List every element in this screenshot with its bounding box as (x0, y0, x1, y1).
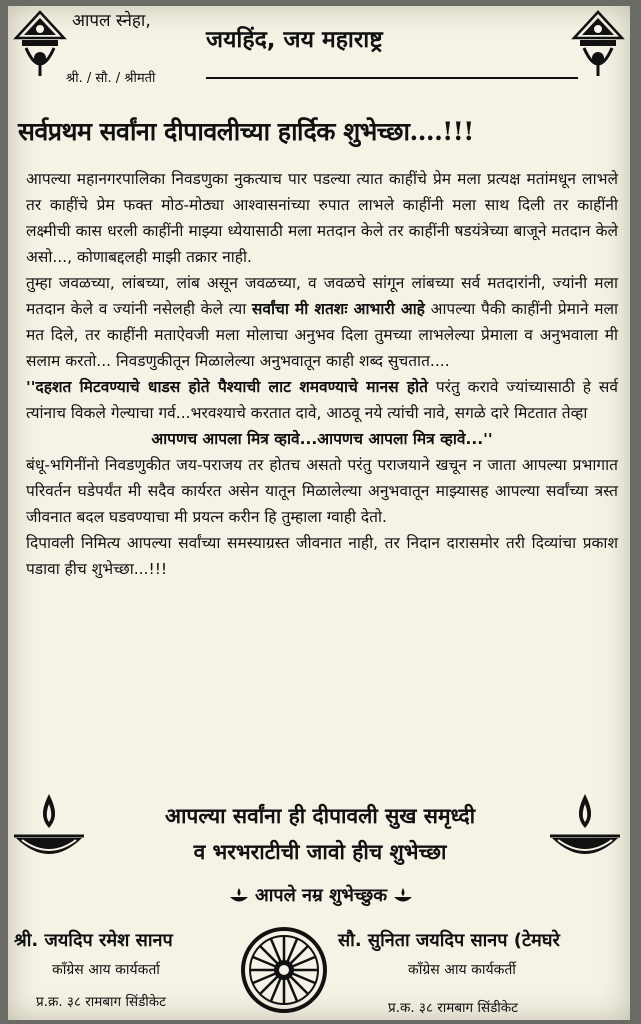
honorific-label: श्री. / सौ. / श्रीमती (66, 71, 156, 86)
paragraph-4: दिपावली निमित्य आपल्या सर्वांच्या समस्याग्रस्त जीवनात नाही, तर निदान दारासमोर तरी दिव्यांचा प्रकाश पडावा हीच शुभेच्छा...!!! (26, 534, 618, 578)
signatory-1-role: कॉंग्रेस आय कार्यकर्ता (52, 962, 160, 978)
quote-center-line: आपणच आपला मित्र व्हावे...आपणच आपला मित्र व्हावे...'' (151, 430, 493, 448)
letter-body (26, 166, 618, 582)
slogan: जयहिंद, जय महाराष्ट्र (206, 27, 383, 53)
temple-ornament-icon (12, 10, 68, 80)
temple-ornament-icon (570, 10, 626, 80)
diya-lamp-icon (548, 790, 622, 868)
headline: सर्वप्रथम सर्वांना दीपावलीच्या हार्दिक शुभेच्छा....!!! (18, 117, 474, 146)
wish-line-2: व भरभराटीची जावो हीच शुभेच्छा (193, 839, 447, 864)
signatory-2-name: सौ. सुनिता जयदिप सानप (टेमघरे (338, 930, 560, 951)
signatory-1-ward: प्र.क्र. ३८ रामबाग सिंडीकेट (36, 994, 166, 1010)
small-diya-icon (393, 888, 413, 904)
thanks-phrase: सर्वांचा मी शतशः आभारी आहे (251, 300, 425, 318)
quote-bold: ''दहशत मिटवण्याचे धाडस होते पैश्याची लाट शमवण्याचे मानस होते (26, 378, 428, 396)
closing-text: आपले नम्र शुभेच्छुक (254, 885, 388, 906)
small-diya-icon (229, 888, 249, 904)
greeting-text: आपल स्नेहा, (72, 11, 151, 31)
diya-lamp-icon (12, 790, 86, 868)
signatory-2-role: कॉंग्रेस आय कार्यकर्ती (408, 962, 516, 978)
paragraph-2 (26, 270, 618, 374)
quote-paragraph (26, 374, 618, 426)
paragraph-1: आपल्या महानगरपालिका निवडणुका नुकत्याच पार पडल्या त्यात काहींचे प्रेम मला प्रत्यक्ष मतांमधून लाभले तर काहींचे प्रेम फक्त मोठ-मोठ्या आश्वासनांच्या रुपात लाभले काहींनी मला साथ दिली तर काहींनी लक्ष्मीची कास धरली काहींनी माझ्या ध्येयासाठी मला मतदान केले तर काहींनी षडयंत्रेच्या बाजूने मतदान केले असो..., कोणाबद्दलही माझी तक्रार नाही. (26, 170, 618, 266)
paragraph-2-end: आपल्या पैकी काहींनी प्रेमाने मला मत दिले, तर काहींनी मताऐवजी मला मोलाचा अनुभव दिला तुमच्या लाभलेल्या प्रेमाला व अनुभवाला मी सलाम करतो... निवडणुकीतून मिळालेल्या अनुभवातून काही शब्द सुचतात.... (26, 300, 618, 370)
wish-line-1: आपल्या सर्वांना ही दीपावली सुख समृध्दी (164, 803, 476, 828)
chakra-emblem-icon (240, 926, 328, 1014)
quote-rest: परंतु करावे ज्यांच्यासाठी हे सर्व त्यांनाच विकले गेल्याचा गर्व...भरवश्याचे करतात दावे, आठवू नये त्यांची नावे, सगळे दारे मिटतात तेव्हा (26, 378, 618, 422)
name-blank-line (206, 77, 578, 79)
paragraph-3: बंधू-भगिनींनो निवडणुकीत जय-पराजय तर होतच असतो परंतु पराजयाने खचून न जाता आपल्या प्रभागात परिवर्तन घडेपर्यंत मी सदैव कार्यरत असेन यातून मिळालेल्या अनुभवातून माझ्यासह आपल्या सर्वांच्या त्रस्त जीवनात बदल घडवण्याचा मी प्रयत्न करीन हि तुम्हाला ग्वाही देतो. (26, 456, 618, 526)
paragraph-2-start: तुम्हा जवळच्या, लांबच्या, लांब असून जवळच्या, व जवळचे सांगून लांबच्या सर्व मतदारांनी, ज्यांनी मला मतदान केले व ज्यांनी नसेलही केले त्या (26, 274, 618, 318)
signatory-1-name: श्री. जयदिप रमेश सानप (14, 930, 173, 951)
greeting-letter (8, 6, 630, 1020)
signatory-2-ward: प्र.क. ३८ रामबाग सिंडीकेट (388, 1000, 518, 1016)
closing-line (188, 883, 454, 907)
